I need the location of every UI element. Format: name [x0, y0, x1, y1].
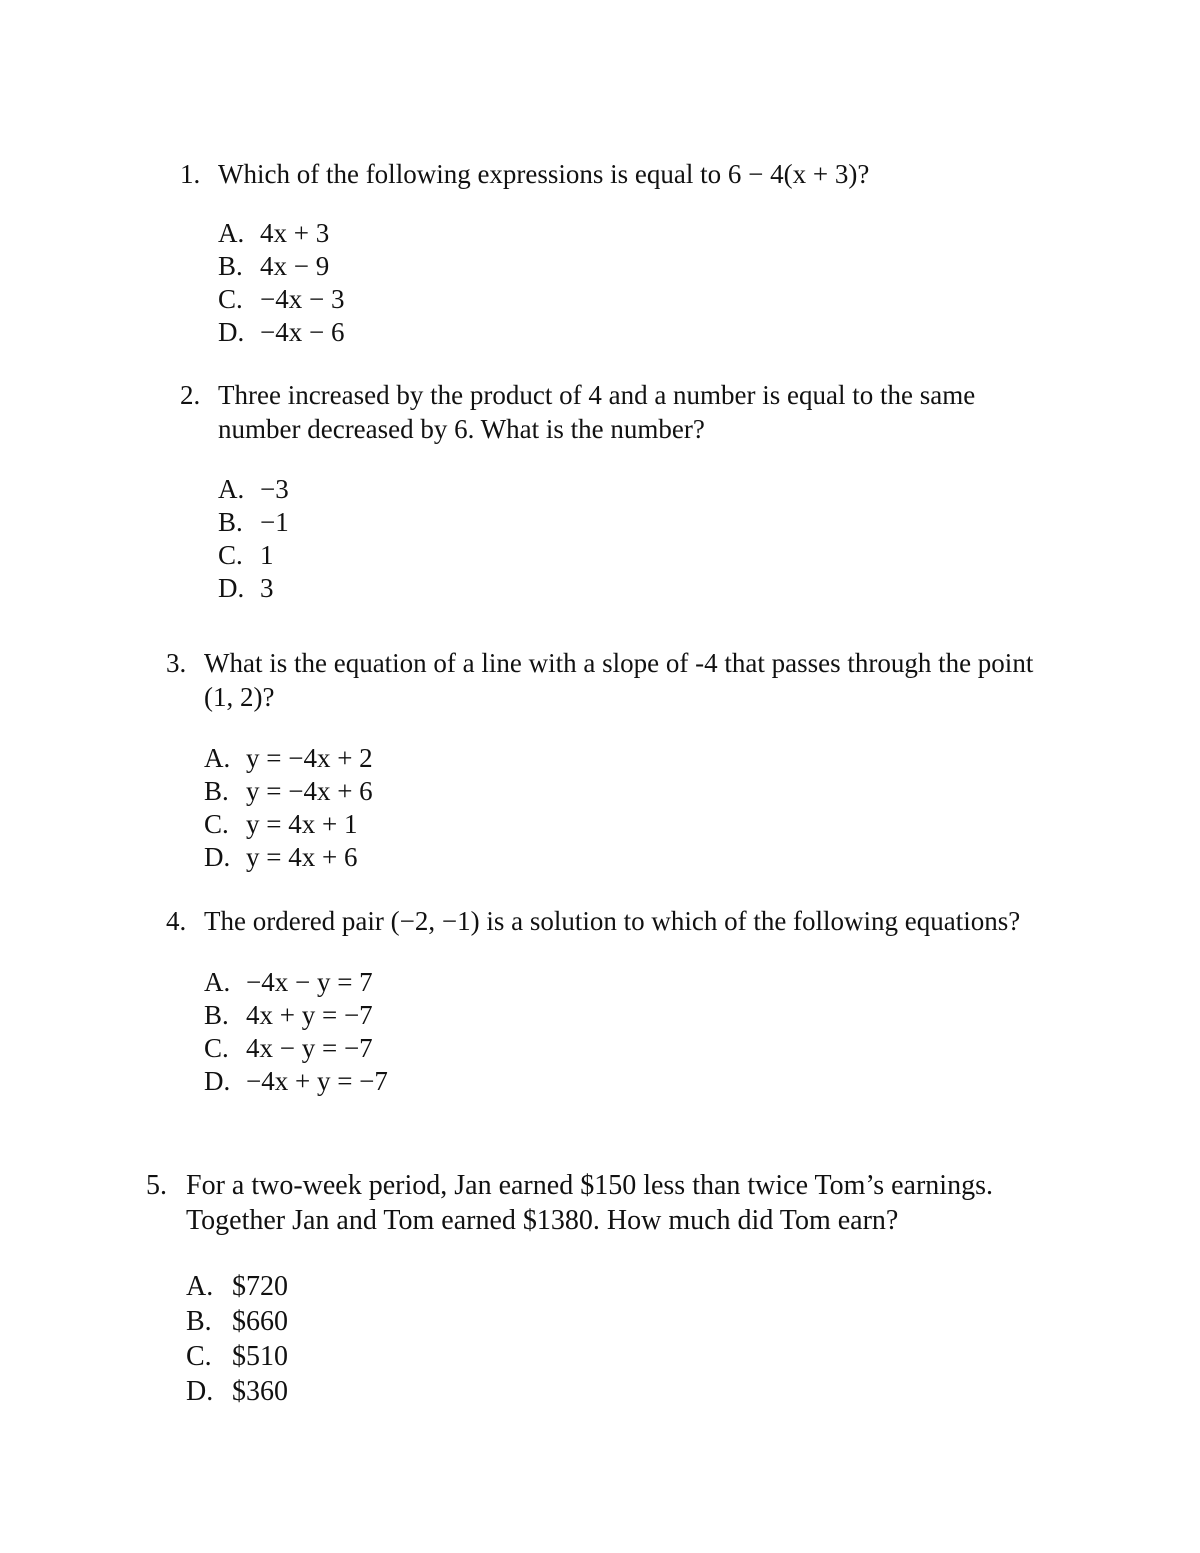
answer-option-c: [204, 1032, 1046, 1065]
answer-option-d: [218, 572, 1060, 605]
question-1: [180, 157, 1060, 349]
option-text: 4x − y = −7: [246, 1033, 373, 1063]
answer-option-b: [218, 250, 1060, 283]
option-letter: B.: [186, 1306, 212, 1337]
option-text: −4x − 3: [260, 284, 345, 314]
question-text: What is the equation of a line with a slope of -4 that passes through the point (1, 2)?: [204, 648, 1034, 712]
option-text: $660: [232, 1306, 288, 1337]
option-text: −4x − y = 7: [246, 967, 373, 997]
answer-options: [186, 1269, 1046, 1409]
question-2: [180, 378, 1060, 605]
option-letter: D.: [204, 842, 231, 872]
question-number: 4.: [166, 906, 187, 936]
option-letter: D.: [218, 573, 245, 603]
option-text: $720: [232, 1271, 288, 1302]
option-letter: C.: [186, 1341, 212, 1372]
question-stem: [180, 157, 1060, 191]
question-text: Three increased by the product of 4 and a number is equal to the same number decreased by 6. What is the number?: [218, 380, 976, 444]
question-number: 5.: [146, 1170, 167, 1201]
question-5: [146, 1168, 1046, 1409]
option-text: $510: [232, 1341, 288, 1372]
answer-option-d: [204, 1065, 1046, 1098]
option-letter: A.: [186, 1271, 214, 1302]
option-letter: B.: [218, 507, 243, 537]
option-letter: B.: [204, 776, 229, 806]
option-letter: B.: [218, 251, 243, 281]
question-stem: [166, 646, 1046, 714]
option-letter: B.: [204, 1000, 229, 1030]
option-letter: A.: [204, 967, 231, 997]
option-text: 1: [260, 540, 274, 570]
option-letter: C.: [218, 284, 243, 314]
option-text: $360: [232, 1376, 288, 1407]
option-letter: A.: [218, 474, 245, 504]
question-stem: [166, 904, 1046, 938]
question-number: 2.: [180, 380, 201, 410]
answer-option-a: [186, 1269, 1046, 1304]
question-text: The ordered pair (−2, −1) is a solution to which of the following equations?: [204, 906, 1021, 936]
option-text: −4x − 6: [260, 317, 345, 347]
answer-option-c: [186, 1339, 1046, 1374]
option-text: 4x + 3: [260, 218, 330, 248]
question-number: 3.: [166, 648, 187, 678]
answer-options: [218, 217, 1060, 349]
answer-option-c: [204, 808, 1046, 841]
answer-options: [204, 966, 1046, 1098]
option-text: y = −4x + 2: [246, 743, 373, 773]
option-text: −1: [260, 507, 289, 537]
option-text: y = 4x + 1: [246, 809, 358, 839]
answer-option-d: [218, 316, 1060, 349]
option-text: y = −4x + 6: [246, 776, 373, 806]
answer-option-a: [204, 966, 1046, 999]
answer-option-d: [204, 841, 1046, 874]
question-stem: [146, 1168, 1046, 1238]
option-letter: A.: [204, 743, 231, 773]
option-text: 4x − 9: [260, 251, 330, 281]
question-text: Which of the following expressions is equal to 6 − 4(x + 3)?: [218, 159, 870, 189]
question-number: 1.: [180, 159, 201, 189]
option-letter: A.: [218, 218, 245, 248]
option-letter: D.: [186, 1376, 214, 1407]
option-text: −3: [260, 474, 289, 504]
option-text: y = 4x + 6: [246, 842, 358, 872]
answer-options: [204, 742, 1046, 874]
option-letter: C.: [204, 809, 229, 839]
answer-option-a: [218, 473, 1060, 506]
option-text: 4x + y = −7: [246, 1000, 373, 1030]
option-letter: C.: [204, 1033, 229, 1063]
answer-option-b: [204, 999, 1046, 1032]
question-text: For a two-week period, Jan earned $150 less than twice Tom’s earnings. Together Jan and Tom earned $1380. How much did Tom earn?: [186, 1170, 993, 1236]
question-4: [166, 904, 1046, 1098]
answer-option-b: [186, 1304, 1046, 1339]
question-stem: [180, 378, 1060, 446]
option-letter: C.: [218, 540, 243, 570]
option-text: 3: [260, 573, 274, 603]
answer-option-c: [218, 539, 1060, 572]
answer-option-b: [218, 506, 1060, 539]
option-letter: D.: [218, 317, 245, 347]
answer-option-a: [218, 217, 1060, 250]
option-text: −4x + y = −7: [246, 1066, 388, 1096]
question-3: [166, 646, 1046, 874]
option-letter: D.: [204, 1066, 231, 1096]
answer-option-c: [218, 283, 1060, 316]
answer-option-b: [204, 775, 1046, 808]
answer-option-a: [204, 742, 1046, 775]
answer-options: [218, 473, 1060, 605]
answer-option-d: [186, 1374, 1046, 1409]
